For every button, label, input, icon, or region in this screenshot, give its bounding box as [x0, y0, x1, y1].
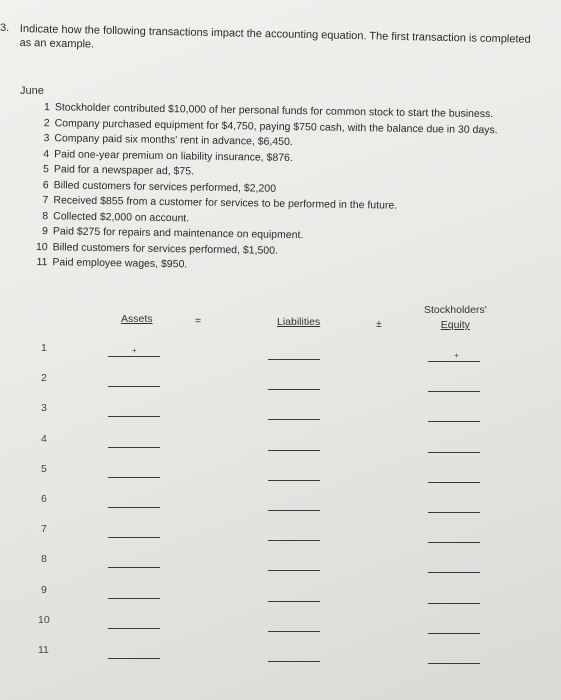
- transaction-number: 11: [36, 256, 48, 269]
- row-number: 4: [41, 432, 47, 445]
- row-number: 1: [41, 342, 47, 354]
- assets-blank[interactable]: [108, 598, 160, 599]
- row-number: 10: [38, 613, 50, 626]
- transaction-number: 7: [42, 194, 49, 207]
- plus-minus-sign: ±: [376, 318, 382, 330]
- assets-sign: +: [132, 346, 137, 355]
- assets-blank[interactable]: [108, 658, 160, 659]
- question-instructions: Indicate how the following transactions impact the accounting equation. The first transaction is completed as an example.: [19, 22, 531, 51]
- assets-blank[interactable]: [108, 386, 160, 387]
- liabilities-blank[interactable]: [268, 480, 320, 481]
- transaction-number: 3: [43, 132, 50, 145]
- transaction-text: Stockholder contributed $10,000 of her personal funds for common stock to start the business.: [54, 101, 494, 121]
- equity-blank[interactable]: [428, 361, 480, 362]
- equity-sign: +: [454, 351, 459, 360]
- equity-blank[interactable]: [428, 603, 480, 604]
- transaction-number: 10: [35, 240, 48, 253]
- assets-blank[interactable]: [108, 507, 160, 508]
- transaction-number: 9: [42, 225, 49, 238]
- month-label: June: [20, 85, 44, 97]
- equity-blank[interactable]: [428, 391, 480, 392]
- liabilities-blank[interactable]: [268, 510, 320, 511]
- equity-header-line2: Equity: [440, 319, 470, 331]
- transaction-text: Received $855 from a customer for services to be performed in the future.: [53, 194, 398, 212]
- equals-sign: =: [195, 315, 202, 327]
- transaction-number: 4: [43, 147, 50, 160]
- row-number: 5: [41, 462, 47, 475]
- question-number: 3.: [0, 22, 10, 34]
- assets-blank[interactable]: [108, 567, 160, 568]
- transaction-number: 1: [43, 101, 50, 114]
- equity-blank[interactable]: [428, 542, 480, 543]
- row-number: 8: [41, 553, 47, 566]
- transaction-text: Company purchased equipment for $4,750, paying $750 cash, with the balance due in 30 days.: [54, 116, 498, 136]
- row-number: 6: [41, 493, 47, 505]
- transaction-text: Billed customers for services performed, $2,200: [53, 178, 277, 195]
- transaction-number: 2: [43, 116, 50, 129]
- equity-blank[interactable]: [428, 512, 480, 513]
- row-number: 11: [38, 644, 49, 656]
- liabilities-blank[interactable]: [268, 540, 320, 541]
- liabilities-blank[interactable]: [268, 419, 320, 420]
- equity-blank[interactable]: [428, 421, 480, 422]
- equity-blank[interactable]: [428, 572, 480, 573]
- liabilities-header: Liabilities: [277, 316, 321, 328]
- transaction-text: Collected $2,000 on account.: [53, 209, 190, 224]
- transaction-number: 5: [42, 163, 50, 176]
- transaction-number: 8: [42, 209, 49, 222]
- liabilities-blank[interactable]: [268, 570, 320, 571]
- row-number: 2: [41, 372, 47, 385]
- assets-blank[interactable]: [108, 416, 160, 417]
- liabilities-blank[interactable]: [268, 359, 320, 360]
- row-number: 3: [41, 402, 47, 415]
- assets-blank[interactable]: [108, 477, 160, 478]
- equity-header-line1: Stockholders': [424, 304, 487, 316]
- liabilities-blank[interactable]: [268, 601, 320, 602]
- assets-header: Assets: [121, 313, 153, 325]
- equity-blank[interactable]: [428, 633, 480, 634]
- liabilities-blank[interactable]: [268, 661, 320, 662]
- transaction-text: Company paid six months' rent in advance, $6,450.: [54, 132, 293, 149]
- equity-blank[interactable]: [428, 482, 480, 483]
- transaction-number: 6: [42, 178, 49, 191]
- assets-blank[interactable]: [108, 537, 160, 538]
- row-number: 9: [41, 583, 47, 596]
- transaction-text: Billed customers for services performed, $1,500.: [52, 240, 279, 257]
- assets-blank[interactable]: [108, 447, 160, 448]
- liabilities-blank[interactable]: [268, 631, 320, 632]
- row-number: 7: [41, 523, 47, 536]
- assets-blank[interactable]: [108, 628, 160, 629]
- transaction-text: Paid one-year premium on liability insurance, $876.: [54, 147, 293, 164]
- liabilities-blank[interactable]: [268, 450, 320, 451]
- assets-blank[interactable]: [108, 356, 160, 357]
- transaction-text: Paid $275 for repairs and maintenance on equipment.: [52, 225, 304, 242]
- equity-blank[interactable]: [428, 663, 480, 664]
- equity-blank[interactable]: [428, 452, 480, 453]
- transaction-text: Paid employee wages, $950.: [52, 256, 188, 271]
- transaction-text: Paid for a newspaper ad, $75.: [53, 163, 195, 178]
- liabilities-blank[interactable]: [268, 389, 320, 390]
